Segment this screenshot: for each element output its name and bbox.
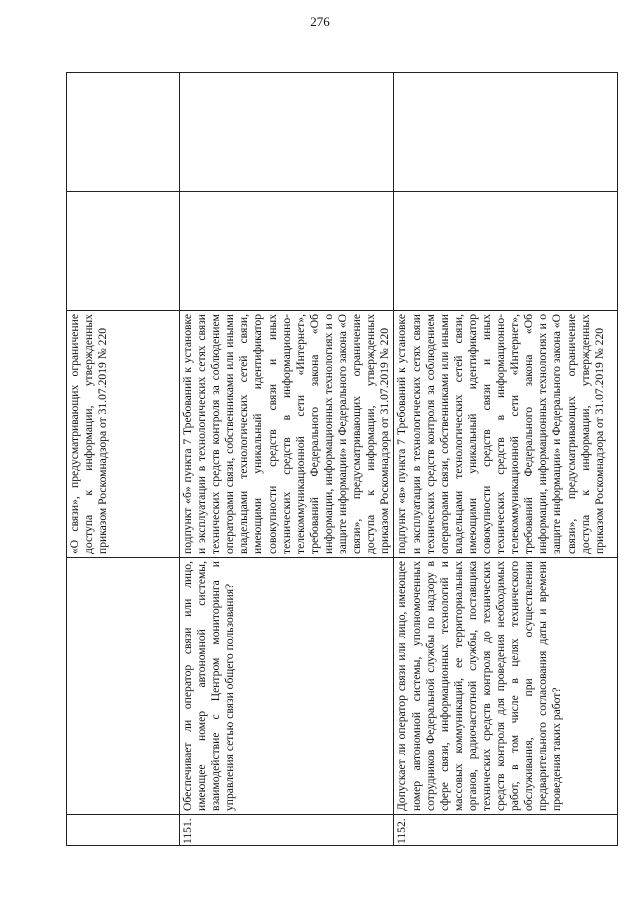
empty-cell: [394, 192, 618, 311]
row-number-cell: 1151.: [180, 815, 394, 846]
empty-cell: [180, 192, 394, 311]
row-number-cell: [67, 815, 180, 846]
requirements-table: [66, 72, 618, 846]
empty-cell: [180, 73, 394, 192]
empty-cell: [394, 73, 618, 192]
question-cell: [67, 558, 180, 815]
question-cell: Допускает ли оператор связи или лицо, имеющее номер автономной системы, уполномоченных сотрудников Федеральной службы по надзору в сфере связи, информационных технологий и массовых коммуникаций, ее территориальных органов, радиочастотной службы, поставщика технических средств контроля до технических средств контроля для проведения необходимых работ, в том числе в целях технического обслуживания, при осуществлении предварительного согласования даты и времени проведения таких работ?: [394, 558, 618, 815]
rotated-table-container: [66, 86, 606, 846]
table-row: [394, 73, 618, 846]
row-number-cell: 1152.: [394, 815, 618, 846]
table-row: [180, 73, 394, 846]
empty-cell: [67, 192, 180, 311]
legal-reference-cell: подпункт «в» пункта 7 Требований к установке и эксплуатации в технологических сетях связи технических средств контроля за соблюдением операторами связи, собственниками или иными владельцами технологических сетей связи, имеющими уникальный идентификатор совокупности средств связи и иных технических средств в информационно-телекоммуникационной сети «Интернет», требований Федерального закона «Об информации, информационных технологиях и о защите информации» и Федерального закона «О связи», предусматривающих ограничение доступа к информации, утвержденных приказом Роскомнадзора от 31.07.2019 № 220: [394, 311, 618, 558]
question-cell: Обеспечивает ли оператор связи или лицо, имеющее номер автономной системы, взаимодействие с Центром мониторинга и управления сетью связи общего пользования?: [180, 558, 394, 815]
legal-reference-cell: подпункт «б» пункта 7 Требований к установке и эксплуатации в технологических сетях связи технических средств контроля за соблюдением операторами связи, собственниками или иными владельцами технологических сетей связи, имеющими уникальный идентификатор совокупности средств связи и иных технических средств в информационно-телекоммуникационной сети «Интернет», требований Федерального закона «Об информации, информационных технологиях и о защите информации» и Федерального закона «О связи», предусматривающих ограничение доступа к информации, утвержденных приказом Роскомнадзора от 31.07.2019 № 220: [180, 311, 394, 558]
legal-reference-cell: «О связи», предусматривающих ограничение доступа к информации, утвержденных приказом Роскомнадзора от 31.07.2019 № 220: [67, 311, 180, 558]
empty-cell: [67, 73, 180, 192]
page-number: 276: [310, 14, 330, 29]
table-row: [67, 73, 180, 846]
